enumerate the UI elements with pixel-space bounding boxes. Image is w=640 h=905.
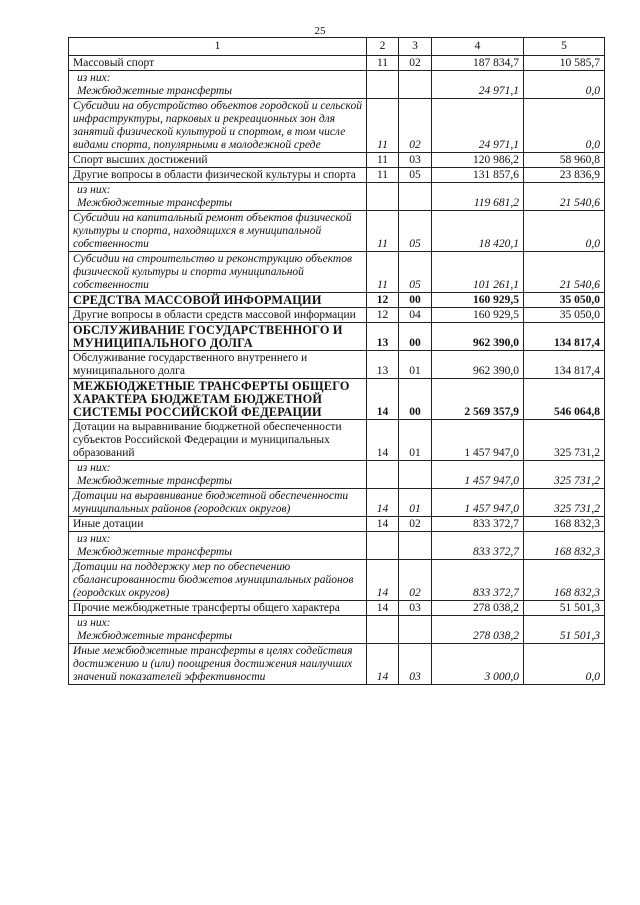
table-row xyxy=(69,616,605,644)
table-row xyxy=(69,601,605,616)
row-name: Субсидии на обустройство объектов городской и сельской инфраструктуры, парковых и рекреационных зон для занятий физической культурой и спортом, в том числе видами спорта, популярными в молодежной среде xyxy=(69,99,367,153)
value-actual: 23 836,9 xyxy=(524,168,605,183)
value-actual: 51 501,3 xyxy=(524,601,605,616)
subsection-code: 01 xyxy=(399,420,432,461)
subsection-code: 02 xyxy=(399,517,432,532)
value-actual: 0,0 xyxy=(524,644,605,685)
value-actual: 325 731,2 xyxy=(524,420,605,461)
section-code: 11 xyxy=(367,252,399,293)
subsection-code: 00 xyxy=(399,323,432,351)
subsection-code xyxy=(399,183,432,211)
row-name-prefix: из них: xyxy=(77,617,111,629)
section-code: 14 xyxy=(367,601,399,616)
row-name: Иные дотации xyxy=(69,517,367,532)
subsection-code: 01 xyxy=(399,489,432,517)
value-plan: 131 857,6 xyxy=(432,168,524,183)
row-name: Обслуживание государственного внутреннего и муниципального долга xyxy=(69,351,367,379)
subsection-code: 00 xyxy=(399,379,432,420)
table-row xyxy=(69,532,605,560)
table-row xyxy=(69,379,605,420)
row-name-prefix: из них: xyxy=(77,184,111,196)
value-plan: 120 986,2 xyxy=(432,153,524,168)
subsection-code: 00 xyxy=(399,293,432,308)
value-actual: 325 731,2 xyxy=(524,461,605,489)
section-code: 14 xyxy=(367,560,399,601)
row-name-label: Межбюджетные трансферты xyxy=(77,546,233,558)
value-plan: 18 420,1 xyxy=(432,211,524,252)
value-plan: 1 457 947,0 xyxy=(432,420,524,461)
section-code: 11 xyxy=(367,153,399,168)
section-code: 11 xyxy=(367,99,399,153)
value-actual: 0,0 xyxy=(524,211,605,252)
row-name xyxy=(69,616,367,644)
row-name: ОБСЛУЖИВАНИЕ ГОСУДАРСТВЕННОГО И МУНИЦИПАЛЬНОГО ДОЛГА xyxy=(69,323,367,351)
value-plan: 278 038,2 xyxy=(432,601,524,616)
table-row xyxy=(69,517,605,532)
budget-table-body xyxy=(69,38,605,685)
value-plan: 101 261,1 xyxy=(432,252,524,293)
row-name: Прочие межбюджетные трансферты общего характера xyxy=(69,601,367,616)
row-name: Дотации на выравнивание бюджетной обеспеченности муниципальных районов (городских округов) xyxy=(69,489,367,517)
value-plan: 833 372,7 xyxy=(432,517,524,532)
value-actual: 134 817,4 xyxy=(524,351,605,379)
value-actual: 0,0 xyxy=(524,99,605,153)
subsection-code: 01 xyxy=(399,351,432,379)
value-actual: 168 832,3 xyxy=(524,532,605,560)
section-code: 14 xyxy=(367,489,399,517)
value-actual: 21 540,6 xyxy=(524,252,605,293)
table-row xyxy=(69,153,605,168)
value-plan: 3 000,0 xyxy=(432,644,524,685)
subsection-code: 02 xyxy=(399,99,432,153)
value-actual: 134 817,4 xyxy=(524,323,605,351)
row-name: Дотации на поддержку мер по обеспечению сбалансированности бюджетов муниципальных районов (городских округов) xyxy=(69,560,367,601)
row-name: Другие вопросы в области средств массовой информации xyxy=(69,308,367,323)
header-row xyxy=(69,38,605,56)
table-row xyxy=(69,644,605,685)
subsection-code: 03 xyxy=(399,601,432,616)
header-col-2: 2 xyxy=(367,38,399,56)
section-code: 13 xyxy=(367,351,399,379)
value-plan: 278 038,2 xyxy=(432,616,524,644)
subsection-code: 03 xyxy=(399,153,432,168)
subsection-code xyxy=(399,532,432,560)
section-code xyxy=(367,616,399,644)
subsection-code: 05 xyxy=(399,168,432,183)
table-row xyxy=(69,420,605,461)
subsection-code: 05 xyxy=(399,211,432,252)
table-row xyxy=(69,71,605,99)
section-code: 14 xyxy=(367,644,399,685)
row-name xyxy=(69,71,367,99)
section-code: 11 xyxy=(367,56,399,71)
section-code: 11 xyxy=(367,168,399,183)
table-row xyxy=(69,308,605,323)
subsection-code: 05 xyxy=(399,252,432,293)
page-number: 25 xyxy=(314,25,326,37)
value-actual: 35 050,0 xyxy=(524,308,605,323)
row-name-prefix: из них: xyxy=(77,72,111,84)
row-name-label: Межбюджетные трансферты xyxy=(77,475,233,487)
header-col-1: 1 xyxy=(69,38,367,56)
budget-table xyxy=(68,37,605,685)
row-name xyxy=(69,461,367,489)
table-row xyxy=(69,293,605,308)
table-row xyxy=(69,168,605,183)
value-plan: 962 390,0 xyxy=(432,323,524,351)
value-plan: 119 681,2 xyxy=(432,183,524,211)
row-name: Массовый спорт xyxy=(69,56,367,71)
value-actual: 168 832,3 xyxy=(524,560,605,601)
subsection-code xyxy=(399,461,432,489)
section-code: 14 xyxy=(367,420,399,461)
section-code: 12 xyxy=(367,293,399,308)
subsection-code: 03 xyxy=(399,644,432,685)
row-name: Другие вопросы в области физической культуры и спорта xyxy=(69,168,367,183)
section-code xyxy=(367,71,399,99)
value-actual: 325 731,2 xyxy=(524,489,605,517)
table-row xyxy=(69,99,605,153)
value-plan: 833 372,7 xyxy=(432,560,524,601)
row-name-label: Межбюджетные трансферты xyxy=(77,85,233,97)
row-name: МЕЖБЮДЖЕТНЫЕ ТРАНСФЕРТЫ ОБЩЕГО ХАРАКТЕРА БЮДЖЕТАМ БЮДЖЕТНОЙ СИСТЕМЫ РОССИЙСКОЙ ФЕДЕРАЦИИ xyxy=(69,379,367,420)
row-name xyxy=(69,183,367,211)
table-row xyxy=(69,56,605,71)
value-actual: 51 501,3 xyxy=(524,616,605,644)
value-plan: 24 971,1 xyxy=(432,99,524,153)
subsection-code xyxy=(399,71,432,99)
row-name-label: Межбюджетные трансферты xyxy=(77,197,233,209)
section-code xyxy=(367,532,399,560)
subsection-code xyxy=(399,616,432,644)
table-row xyxy=(69,351,605,379)
value-plan: 160 929,5 xyxy=(432,293,524,308)
table-row xyxy=(69,252,605,293)
table-row xyxy=(69,461,605,489)
value-plan: 1 457 947,0 xyxy=(432,461,524,489)
section-code xyxy=(367,183,399,211)
section-code: 12 xyxy=(367,308,399,323)
row-name: Субсидии на строительство и реконструкцию объектов физической культуры и спорта муниципальной собственности xyxy=(69,252,367,293)
table-row xyxy=(69,211,605,252)
value-plan: 1 457 947,0 xyxy=(432,489,524,517)
value-plan: 2 569 357,9 xyxy=(432,379,524,420)
value-plan: 962 390,0 xyxy=(432,351,524,379)
table-row xyxy=(69,183,605,211)
row-name-prefix: из них: xyxy=(77,462,111,474)
value-plan: 833 372,7 xyxy=(432,532,524,560)
row-name: СРЕДСТВА МАССОВОЙ ИНФОРМАЦИИ xyxy=(69,293,367,308)
table-row xyxy=(69,560,605,601)
subsection-code: 04 xyxy=(399,308,432,323)
row-name: Дотации на выравнивание бюджетной обеспеченности субъектов Российской Федерации и муниципальных образований xyxy=(69,420,367,461)
section-code xyxy=(367,461,399,489)
section-code: 13 xyxy=(367,323,399,351)
value-actual: 35 050,0 xyxy=(524,293,605,308)
section-code: 11 xyxy=(367,211,399,252)
header-col-4: 4 xyxy=(432,38,524,56)
value-actual: 168 832,3 xyxy=(524,517,605,532)
value-actual: 10 585,7 xyxy=(524,56,605,71)
value-plan: 160 929,5 xyxy=(432,308,524,323)
row-name-label: Межбюджетные трансферты xyxy=(77,630,233,642)
row-name: Субсидии на капитальный ремонт объектов физической культуры и спорта, находящихся в муниципальной собственности xyxy=(69,211,367,252)
section-code: 14 xyxy=(367,379,399,420)
value-plan: 187 834,7 xyxy=(432,56,524,71)
value-actual: 0,0 xyxy=(524,71,605,99)
header-col-5: 5 xyxy=(524,38,605,56)
table-row xyxy=(69,489,605,517)
value-actual: 546 064,8 xyxy=(524,379,605,420)
value-actual: 58 960,8 xyxy=(524,153,605,168)
subsection-code: 02 xyxy=(399,56,432,71)
value-actual: 21 540,6 xyxy=(524,183,605,211)
value-plan: 24 971,1 xyxy=(432,71,524,99)
subsection-code: 02 xyxy=(399,560,432,601)
row-name-prefix: из них: xyxy=(77,533,111,545)
section-code: 14 xyxy=(367,517,399,532)
row-name: Спорт высших достижений xyxy=(69,153,367,168)
table-row xyxy=(69,323,605,351)
header-col-3: 3 xyxy=(399,38,432,56)
row-name: Иные межбюджетные трансферты в целях содействия достижению и (или) поощрения достижения наилучших значений показателей эффективности xyxy=(69,644,367,685)
row-name xyxy=(69,532,367,560)
